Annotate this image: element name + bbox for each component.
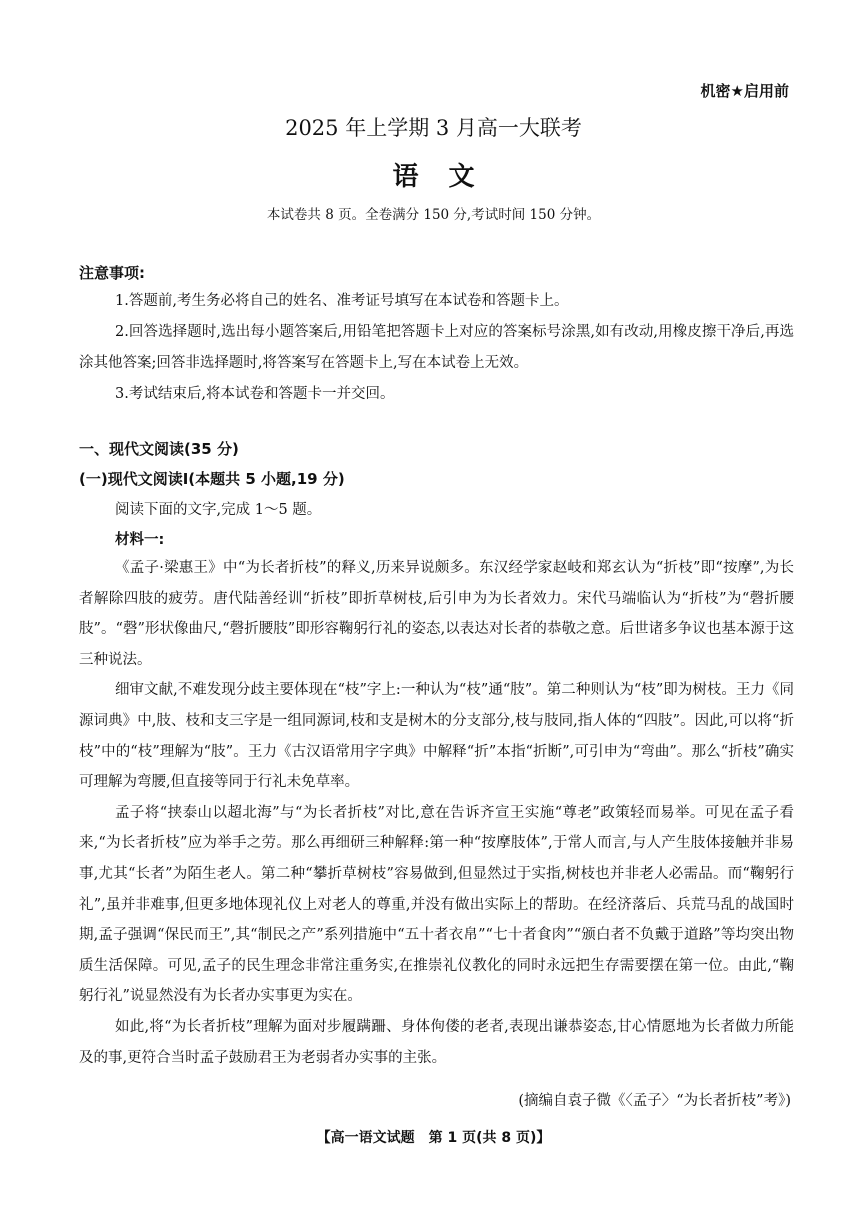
material-body (79, 553, 794, 1073)
sub-section-heading: (一)现代文阅读Ⅰ(本题共 5 小题,19 分) (79, 470, 345, 488)
paragraph: 如此,将“为长者折枝”理解为面对步履蹒跚、身体佝偻的老者,表现出谦恭姿态,甘心情愿地为长者做力所能及的事,更符合当时孟子鼓励君王为老弱者办实事的主张。 (79, 1018, 794, 1066)
paragraph: 孟子将“挟泰山以超北海”与“为长者折枝”对比,意在告诉齐宣王实施“尊老”政策轻而易举。可见在孟子看来,“为长者折枝”应为举手之劳。那么再细研三种解释:第一种“按摩肢体”,于常人而言,与人产生肢体接触并非易事,尤其“长者”为陌生老人。第二种“攀折草树枝”容易做到,但显然过于实指,树枝也并非老人必需品。而“鞠躬行礼”,虽并非难事,但更多地体现礼仪上对老人的尊重,并没有做出实际上的帮助。在经济落后、兵荒马乱的战国时期,孟子强调“保民而王”,其“制民之产”系列措施中“五十者衣帛”“七十者食肉”“颁白者不负戴于道路”等均突出物质生活保障。可见,孟子的民生理念非常注重务实,在推崇礼仪教化的同时永远把生存需要摆在第一位。由此,“鞠躬行礼”说显然没有为长者办实事更为实在。 (79, 804, 794, 1005)
exam-title: 2025 年上学期 3 月高一大联考 (285, 116, 582, 140)
material-label: 材料一: (115, 532, 165, 548)
paragraph: 细审文献,不难发现分歧主要体现在“枝”字上:一种认为“枝”通“肢”。第二种则认为“枝”即为树枝。王力《同源词典》中,肢、枝和支三字是一组同源词,枝和支是树木的分支部分,枝与肢同,指人体的“四肢”。因此,可以将“折枝”中的“枝”理解为“肢”。王力《古汉语常用字字典》中解释“折”本指“折断”,可引申为“弯曲”。那么“折枝”确实可理解为弯腰,但直接等同于行礼未免草率。 (79, 682, 794, 791)
page-footer: 【高一语文试题 第 1 页(共 8 页)】 (316, 1130, 551, 1146)
subject-title: 语文 (392, 162, 505, 192)
exam-info: 本试卷共 8 页。全卷满分 150 分,考试时间 150 分钟。 (266, 207, 601, 223)
reading-instruction: 阅读下面的文字,完成 1～5 题。 (115, 502, 322, 518)
paragraph: 《孟子·梁惠王》中“为长者折枝”的释义,历来异说颇多。东汉经学家赵岐和郑玄认为“折枝”即“按摩”,为长者解除四肢的疲劳。唐代陆善经训“折枝”即折草树枝,后引申为为长者效力。宋代马端临认为“折枝”为“磬折腰肢”。“磬”形状像曲尺,“磬折腰肢”即形容鞠躬行礼的姿态,以表达对长者的恭敬之意。后世诸多争议也基本源于这三种说法。 (79, 560, 794, 668)
notice-item-3: 3.考试结束后,将本试卷和答题卡一并交回。 (115, 386, 395, 402)
notice-heading: 注意事项: (79, 264, 145, 282)
notice-item-2: 2.回答选择题时,选出每小题答案后,用铅笔把答题卡上对应的答案标号涂黑,如有改动,用橡皮擦干净后,再选涂其他答案;回答非选择题时,将答案写在答题卡上,写在本试卷上无效。 (79, 324, 794, 371)
confidential-label: 机密★启用前 (700, 82, 789, 100)
section-heading: 一、现代文阅读(35 分) (79, 440, 239, 458)
source-citation: (摘编自袁子微《〈孟子〉“为长者折枝”考》) (518, 1093, 791, 1109)
notice-item-1: 1.答题前,考生务必将自己的姓名、准考证号填写在本试卷和答题卡上。 (115, 293, 569, 309)
